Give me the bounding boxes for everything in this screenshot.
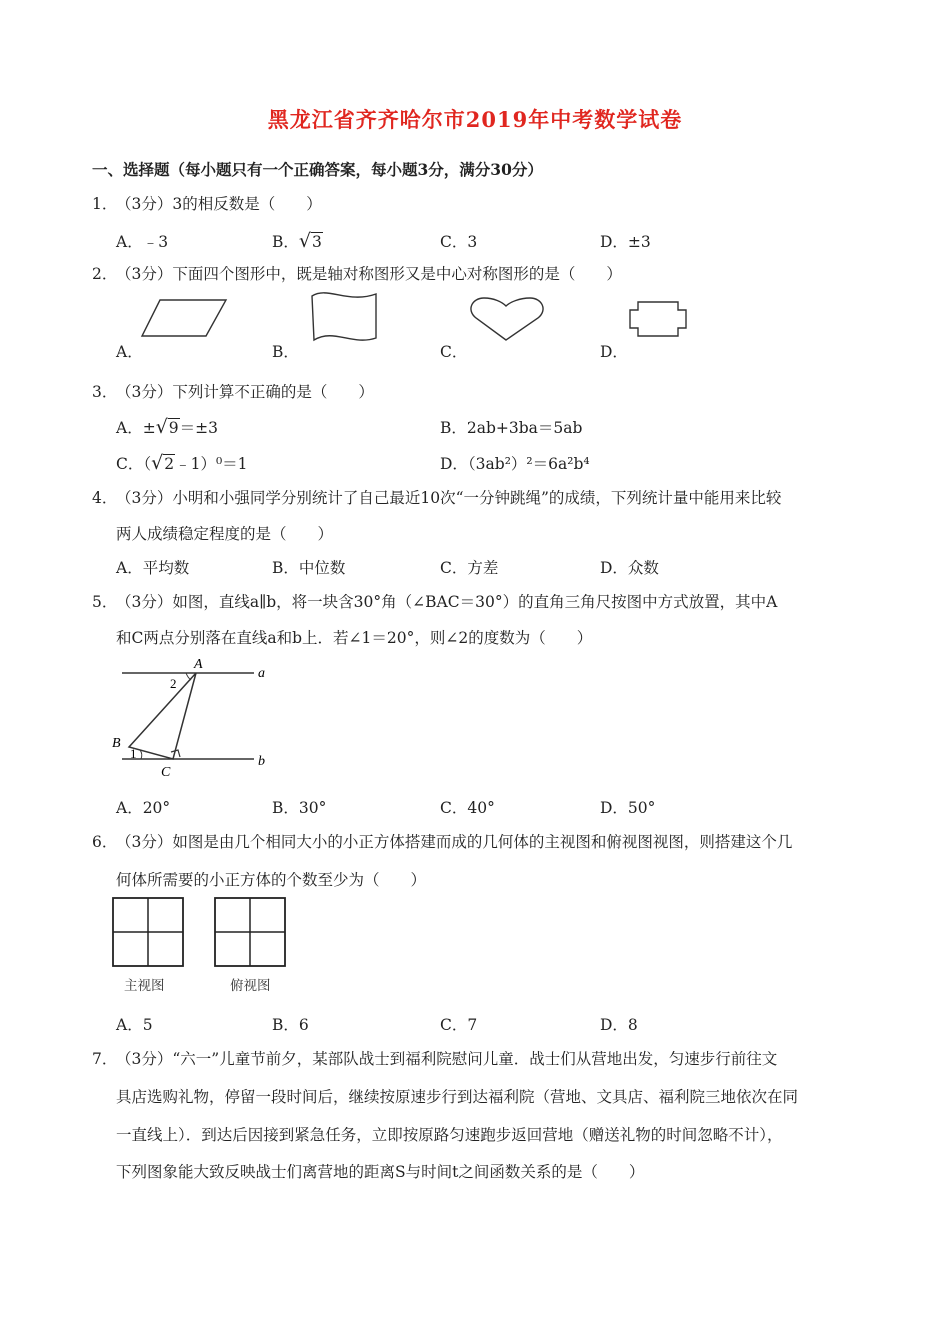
section-heading: 一、选择题（每小题只有一个正确答案，每小题3分，满分30分） bbox=[92, 160, 543, 179]
q6-number: 6． bbox=[92, 833, 118, 851]
q1-stem: （3分）3的相反数是（ ） bbox=[116, 195, 322, 213]
label-C: C bbox=[161, 765, 171, 780]
q5-option-b: B．30° bbox=[272, 799, 327, 817]
q6-stem-line1: （3分）如图是由几个相同大小的小正方体搭建而成的几何体的主视图和俯视图视图，则搭建这个几 bbox=[116, 833, 793, 851]
q6-option-c: C．7 bbox=[440, 1016, 478, 1034]
q7-stem-line4: 下列图象能大致反映战士们离营地的距离S与时间t之间函数关系的是（ ） bbox=[116, 1163, 645, 1181]
q5-stem-line2: 和C两点分别落在直线a和b上．若∠1＝20°，则∠2的度数为（ ） bbox=[116, 629, 593, 647]
q1-option-c: C．3 bbox=[440, 233, 478, 251]
q2-figure-parallelogram bbox=[140, 296, 230, 342]
q7-number: 7． bbox=[92, 1050, 118, 1068]
label-1: 1 bbox=[130, 746, 137, 761]
q6-option-b: B．6 bbox=[272, 1016, 309, 1034]
label-2: 2 bbox=[170, 676, 177, 691]
page-title: 黑龙江省齐齐哈尔市2019年中考数学试卷 bbox=[267, 107, 683, 132]
q4-option-a: A．平均数 bbox=[116, 559, 190, 577]
q5-stem-line1: （3分）如图，直线a∥b，将一块含30°角（∠BAC＝30°）的直角三角尺按图中方式放置，其中A bbox=[116, 593, 778, 611]
triangle bbox=[129, 673, 196, 759]
q6-top-view-grid bbox=[214, 897, 288, 969]
q4-number: 4． bbox=[92, 489, 118, 507]
q2-number: 2． bbox=[92, 265, 118, 283]
label-B: B bbox=[112, 736, 121, 751]
q3-option-d: D．（3ab²）²＝6a²b⁴ bbox=[440, 455, 590, 473]
q3-option-a: A．±√9＝±3 bbox=[116, 416, 219, 438]
q1-option-d: D．±3 bbox=[600, 233, 651, 251]
q6-top-view-label: 俯视图 bbox=[230, 978, 271, 994]
q4-stem-line2: 两人成绩稳定程度的是（ ） bbox=[116, 525, 334, 543]
q5-figure-triangle bbox=[108, 652, 283, 780]
q5-number: 5． bbox=[92, 593, 118, 611]
q5-option-d: D．50° bbox=[600, 799, 656, 817]
q6-option-d: D．8 bbox=[600, 1016, 638, 1034]
q5-option-c: C．40° bbox=[440, 799, 495, 817]
q2-stem: （3分）下面四个图形中，既是轴对称图形又是中心对称图形的是（ ） bbox=[116, 265, 622, 283]
q2-figure-cross bbox=[628, 298, 690, 340]
q4-stem-line1: （3分）小明和小强同学分别统计了自己最近10次“一分钟跳绳”的成绩，下列统计量中能用来比较 bbox=[116, 489, 782, 507]
label-b: b bbox=[258, 754, 265, 769]
q6-option-a: A．5 bbox=[116, 1016, 153, 1034]
q2-figure-wavy-flag bbox=[306, 288, 382, 346]
q2-option-c: C． bbox=[440, 343, 468, 361]
q2-option-d: D． bbox=[600, 343, 628, 361]
label-A: A bbox=[194, 657, 203, 672]
q2-option-a: A． bbox=[116, 343, 143, 361]
label-a: a bbox=[258, 666, 265, 681]
q1-option-b: B．√3 bbox=[272, 230, 322, 252]
q4-option-b: B．中位数 bbox=[272, 559, 346, 577]
q2-option-b: B． bbox=[272, 343, 299, 361]
q6-stem-line2: 何体所需要的小正方体的个数至少为（ ） bbox=[116, 871, 427, 889]
q1-option-a: A．﹣3 bbox=[116, 233, 169, 251]
q7-stem-line2: 具店选购礼物，停留一段时间后，继续按原速步行到达福利院（营地、文具店、福利院三地依次在同 bbox=[116, 1088, 799, 1106]
q6-front-view-label: 主视图 bbox=[124, 978, 165, 994]
q3-number: 3． bbox=[92, 383, 118, 401]
q4-option-c: C．方差 bbox=[440, 559, 499, 577]
q7-stem-line1: （3分）“六一”儿童节前夕，某部队战士到福利院慰问儿童．战士们从营地出发，匀速步行前往文 bbox=[116, 1050, 778, 1068]
q4-option-d: D．众数 bbox=[600, 559, 659, 577]
q3-option-b: B．2ab+3ba＝5ab bbox=[440, 419, 583, 437]
q1-number: 1． bbox=[92, 195, 118, 213]
q6-front-view-grid bbox=[112, 897, 186, 969]
q2-figure-heart bbox=[468, 296, 546, 344]
q3-stem: （3分）下列计算不正确的是（ ） bbox=[116, 383, 374, 401]
q3-option-c: C．（√2﹣1）⁰＝1 bbox=[116, 452, 248, 474]
q5-option-a: A．20° bbox=[116, 799, 171, 817]
q7-stem-line3: 一直线上）．到达后因接到紧急任务，立即按原路匀速跑步返回营地（赠送礼物的时间忽略不计）， bbox=[116, 1126, 783, 1144]
